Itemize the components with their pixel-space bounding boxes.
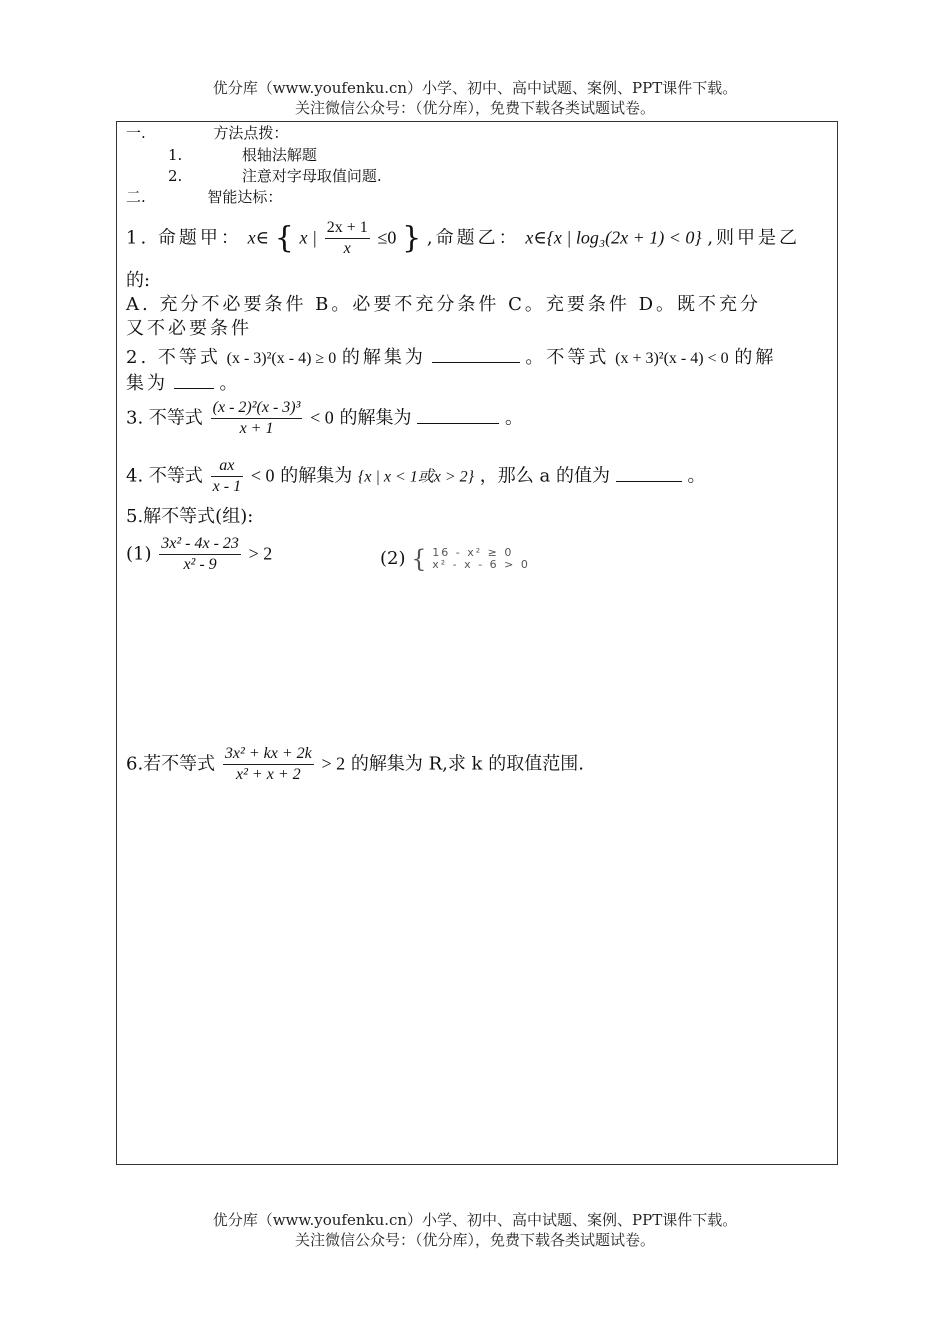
item-text: 注意对字母取值问题. (241, 167, 382, 185)
q5-part-2-label: (2) (380, 548, 406, 569)
q5-part-1-denominator: x² - 9 (183, 556, 217, 573)
q1-fraction-denominator: x (343, 240, 351, 257)
q5-label: 5.解不等式(组): (126, 506, 254, 527)
section-1-number: 一. (126, 124, 146, 142)
q5-part-1-condition: > 2 (248, 543, 273, 564)
q4-end: 。 (687, 465, 706, 487)
question-1 (126, 218, 800, 259)
q2-answer-blank-2[interactable] (174, 370, 214, 389)
q4-answer-blank[interactable] (616, 463, 682, 482)
q2-line2-end: 。 (219, 373, 238, 394)
q6-tail-text: 的解集为 R,求 k 的取值范围. (350, 753, 584, 775)
item-number: 1. (168, 146, 183, 164)
q6-fraction (223, 744, 314, 785)
q6-label: 6.若不等式 (126, 753, 216, 775)
section-2-number: 二. (126, 188, 146, 206)
q4-fraction (211, 456, 243, 497)
q2-mid-text: 的解集为 (341, 347, 426, 368)
q3-fraction-numerator: (x - 2)²(x - 3)³ (211, 398, 303, 419)
q5-part-1-fraction (159, 534, 241, 575)
q1-set-a-condition: ≤0 (377, 227, 397, 248)
q3-fraction-denominator: x + 1 (239, 420, 274, 437)
q3-condition: < 0 (310, 407, 334, 428)
q2-mid2-text: 。不等式 (525, 347, 610, 368)
q2-label: 2. 不等式 (126, 347, 221, 368)
q4-label: 4. 不等式 (126, 465, 203, 487)
q3-end: 。 (505, 407, 523, 429)
q5-part-1 (126, 534, 272, 575)
q5-part-1-numerator: 3x² - 4x - 23 (159, 534, 241, 555)
q1-fraction-numerator: 2x + 1 (325, 218, 370, 239)
q6-condition: > 2 (321, 753, 346, 774)
worksheet-frame (116, 121, 838, 1165)
q2-answer-blank-1[interactable] (432, 344, 520, 363)
item-number: 2. (168, 167, 183, 185)
q5-part-1-label: (1) (126, 543, 152, 565)
page-footer (0, 1210, 950, 1250)
q1-options-line-1: A. 充分不必要条件 B。必要不充分条件 C。充要条件 D。既不充分 (126, 294, 762, 315)
q5-system-line-2: x² - x - 6 > 0 (432, 558, 530, 571)
question-3 (126, 398, 523, 439)
page-header (0, 78, 950, 118)
q4-fraction-numerator: ax (211, 456, 243, 477)
section-1-item-2 (168, 165, 382, 187)
q1-set-b: x∈{x | log₃(2x + 1) < 0} (525, 227, 702, 248)
q1-continuation: 的: (126, 270, 151, 291)
section-1-title: 方法点拨： (213, 124, 289, 142)
q1-mid-text: ,命题乙： (426, 227, 520, 249)
q2-line2-text: 集为 (126, 373, 168, 394)
q2-tail-text: 的解 (734, 347, 777, 368)
q1-set-a-prefix: x∈ (247, 227, 269, 248)
section-1-heading (126, 122, 288, 144)
q1-label: 1. 命题甲： (126, 227, 242, 249)
q5-system-line-1: 16 - x² ≥ 0 (432, 546, 514, 559)
q2-expression-1: (x - 3)²(x - 4) ≥ 0 (226, 350, 337, 367)
q4-condition: < 0 (250, 465, 275, 486)
q1-set-a-var: x | (299, 227, 317, 248)
question-4 (126, 456, 705, 497)
q1-options-line-2: 又不必要条件 (126, 318, 252, 339)
left-brace-icon: { (274, 220, 294, 256)
system-brace-icon: { (411, 545, 427, 573)
q3-label: 3. 不等式 (126, 407, 203, 429)
q1-tail-text: ,则甲是乙 (707, 227, 801, 249)
header-line-2: 关注微信公众号：（优分库），免费下载各类试题试卷。 (294, 99, 655, 117)
section-2-title: 智能达标： (207, 188, 283, 206)
q5-part-2 (380, 544, 530, 574)
question-2 (126, 344, 776, 372)
q4-fraction-denominator: x - 1 (212, 478, 242, 495)
footer-line-1: 优分库（www.youfenku.cn）小学、初中、高中试题、案例、PPT课件下载。 (212, 1211, 738, 1229)
q4-solution-set: {x | x < 1或x > 2} (357, 468, 475, 486)
q5-part-2-system (432, 547, 530, 571)
q3-fraction (211, 398, 303, 439)
footer-line-2: 关注微信公众号：（优分库），免费下载各类试题试卷。 (294, 1231, 655, 1249)
q4-tail-text: ，那么 a 的值为 (479, 465, 610, 487)
q3-answer-blank[interactable] (417, 405, 499, 424)
q2-continuation (126, 370, 237, 397)
q6-fraction-numerator: 3x² + kx + 2k (223, 744, 314, 765)
question-6 (126, 744, 584, 785)
section-1-item-1 (168, 144, 317, 166)
header-line-1: 优分库（www.youfenku.cn）小学、初中、高中试题、案例、PPT课件下载。 (212, 79, 738, 97)
q6-fraction-denominator: x² + x + 2 (236, 766, 301, 783)
q3-tail-text: 的解集为 (339, 407, 412, 429)
right-brace-icon: } (402, 220, 422, 256)
item-text: 根轴法解题 (241, 146, 317, 164)
q2-expression-2: (x + 3)²(x - 4) < 0 (615, 350, 729, 367)
q4-mid-text: 的解集为 (280, 465, 353, 487)
section-2-heading (126, 186, 282, 208)
q1-fraction (325, 218, 370, 259)
